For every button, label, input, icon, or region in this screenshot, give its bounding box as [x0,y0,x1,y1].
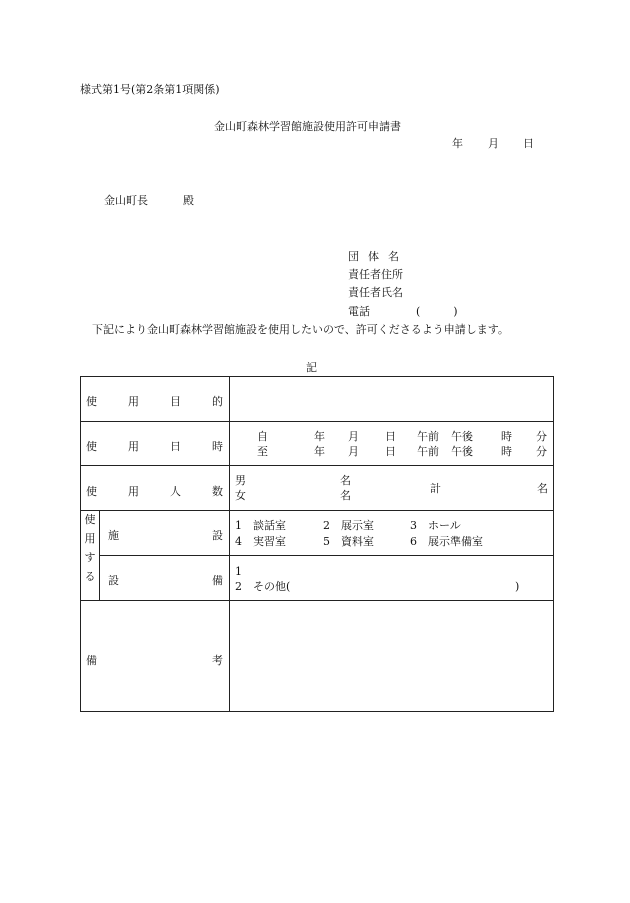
org-name-label: 団体名 [348,250,408,263]
to-hour: 時 [501,445,512,458]
addressee-honorific: 殿 [183,194,194,207]
facility-option-3[interactable]: 3 ホール [410,519,461,532]
remarks-label: 備 考 [86,654,223,667]
addressee-name: 金山町長 [104,194,148,207]
from-pm: 午後 [451,430,473,443]
facility-option-6[interactable]: 6 展示準備室 [410,535,483,548]
equipment-item-2-close: ) [515,580,520,593]
rep-name-label: 責任者氏名 [348,286,403,299]
use-group-label: 使 用 す る [84,513,96,583]
facility-option-2[interactable]: 2 展示室 [323,519,374,532]
equipment-item-2: 2 その他( [235,580,291,593]
equipment-item-1: 1 [235,565,242,578]
purpose-label: 使 用 目 的 [86,395,223,408]
facility-option-1[interactable]: 1 談話室 [235,519,286,532]
from-prefix: 自 [257,430,268,443]
from-minute: 分 [536,430,547,443]
from-day: 日 [385,430,396,443]
date-year: 年 [452,137,463,150]
ki-heading: 記 [306,361,317,374]
from-hour: 時 [501,430,512,443]
male-label: 男 [235,474,246,487]
female-label: 女 [235,489,246,502]
to-minute: 分 [536,445,547,458]
rep-address-label: 責任者住所 [348,268,403,281]
date-day: 日 [523,137,534,150]
request-statement: 下記により金山町森林学習館施設を使用したいので、許可くださるよう申請します。 [92,323,509,336]
facility-option-4[interactable]: 4 実習室 [235,535,286,548]
total-label: 計 [430,482,441,495]
to-am: 午前 [417,445,439,458]
facility-label: 施 設 [108,529,223,542]
equipment-label: 設 備 [108,574,223,587]
to-month: 月 [348,445,359,458]
facility-option-5[interactable]: 5 資料室 [323,535,374,548]
remarks-field[interactable] [231,602,551,709]
phone-parentheses: ( ) [416,305,458,318]
to-prefix: 至 [257,445,268,458]
people-label: 使 用 人 数 [86,485,223,498]
document-title: 金山町森林学習館施設使用許可申請書 [214,120,401,133]
date-month: 月 [488,137,499,150]
total-count-unit: 名 [537,482,548,495]
male-count-unit: 名 [340,474,351,487]
from-year: 年 [314,430,325,443]
to-year: 年 [314,445,325,458]
form-number: 様式第1号(第2条第1項関係) [80,83,220,96]
phone-label: 電話 [348,305,370,318]
to-day: 日 [385,445,396,458]
female-count-unit: 名 [340,489,351,502]
from-month: 月 [348,430,359,443]
to-pm: 午後 [451,445,473,458]
purpose-field[interactable] [231,378,551,420]
datetime-label: 使 用 日 時 [86,440,223,453]
from-am: 午前 [417,430,439,443]
